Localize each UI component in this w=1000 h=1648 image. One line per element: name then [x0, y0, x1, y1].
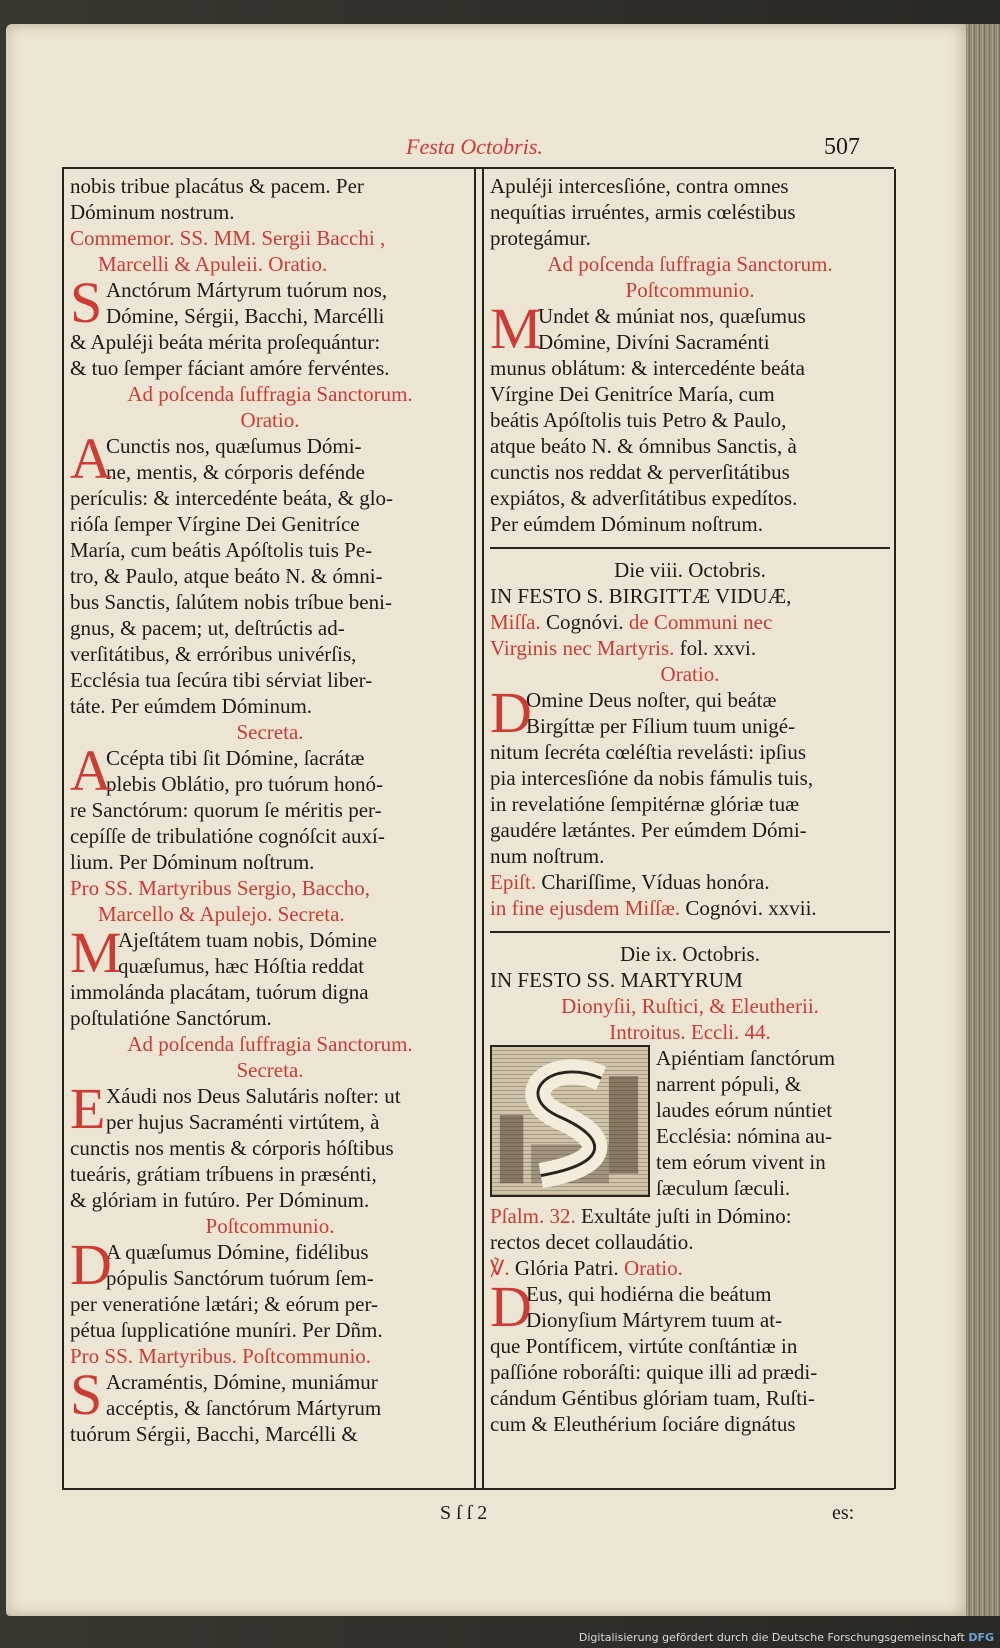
date-heading: Die ix. Octobris. [620, 942, 760, 966]
catchword: es: [832, 1502, 855, 1524]
section-rule [490, 931, 890, 933]
text-line: IN FESTO SS. MARTYRUM [490, 968, 743, 992]
text-line: tro, & Paulo, atque beáto N. & ómni- [70, 564, 383, 588]
drop-capital: S [70, 270, 103, 335]
text-line: poſtulatióne Sanctórum. [70, 1006, 272, 1030]
dfg-logo: DFG [968, 1631, 994, 1644]
text-line: pia intercesſióne da nobis fámulis tuis, [490, 766, 814, 790]
text-line: Dómine, Divíni Sacraménti [538, 330, 770, 354]
text-line: Cunctis nos, quæſumus Dómi- [106, 434, 362, 458]
rubric-text-line [490, 895, 890, 921]
rubric-text-line [490, 609, 890, 635]
text-line: expiátos, & adverſitátibus expedítos. [490, 486, 798, 510]
text-line: plebis Oblátio, pro tuórum honó- [106, 772, 384, 796]
dropcap-paragraph [70, 920, 470, 985]
rubric-span: ℣. [490, 1256, 515, 1280]
text-line: Dionyſium Mártyrem tuum at- [526, 1308, 783, 1332]
text-line: & Apuléji beáta mérita proſequántur: [70, 330, 381, 354]
text-line: re Sanctórum: quorum ſe méritis per- [70, 798, 382, 822]
page-number: 507 [824, 134, 860, 160]
drop-capital: D [70, 1232, 112, 1297]
text-line: pópulis Sanctórum tuórum ſem- [106, 1266, 374, 1290]
text-line: que Pontíficem, virtúte conſtántiæ in [490, 1334, 798, 1358]
text-line: Undet & múniat nos, quæſumus [538, 304, 806, 328]
text-line: Dómine, Sérgii, Bacchi, Marcélli [106, 304, 385, 328]
book-page [6, 24, 970, 1616]
text-line: per veneratióne lætári; & eórum per- [70, 1292, 379, 1316]
text-line: Ajeſtátem tuam nobis, Dómine [118, 928, 377, 952]
drop-capital: D [490, 1274, 532, 1339]
dropcap-paragraph [70, 738, 470, 803]
text-line: protegámur. [490, 226, 591, 250]
right-column-text [490, 173, 890, 1437]
text-line: Ecclésia tua ſecúra tibi sérviat liber- [70, 668, 373, 692]
text-span: Cognóvi. xxvii. [685, 896, 817, 920]
drop-capital: A [70, 738, 112, 803]
rubric-text-line [490, 635, 890, 661]
drop-capital: M [70, 920, 122, 985]
dropcap-paragraph [70, 1362, 470, 1427]
drop-capital: D [490, 680, 532, 745]
text-line: Apiéntiam ſanctórum [656, 1046, 836, 1070]
rubric-span: Virginis nec Martyris. [490, 636, 675, 660]
text-line: quæſumus, hæc Hóſtia reddat [118, 954, 365, 978]
text-line: cándum Géntibus glóriam tuam, Ruſti- [490, 1386, 815, 1410]
rubric-heading: Dionyſii, Ruſtici, & Eleutherii. [561, 994, 819, 1018]
rubric-heading: Ad poſcenda ſuffragia Sanctorum. [127, 1032, 413, 1056]
rubric-span: Epiſt. [490, 870, 542, 894]
text-line: cepíſſe de tribulatióne cognóſcit auxí- [70, 824, 385, 848]
text-line: Per eúmdem Dóminum noſtrum. [490, 512, 763, 536]
text-line: laudes eórum núntiet [656, 1098, 833, 1122]
text-line: beátis Apóſtolis tuis Petro & Paulo, [490, 408, 787, 432]
text-line: perículis: & intercedénte beáta, & glo- [70, 486, 394, 510]
text-span: fol. xxvi. [674, 636, 757, 660]
text-line: tem eórum vivent in [656, 1150, 826, 1174]
running-title: Festa Octobris. [406, 134, 543, 159]
woodcut-text [656, 1045, 890, 1201]
text-line: Eus, qui hodiérna die beátum [526, 1282, 772, 1306]
text-line: ne, mentis, & córporis defénde [106, 460, 365, 484]
woodcut-initial [490, 1045, 650, 1197]
text-line: Anctórum Mártyrum tuórum nos, [106, 278, 388, 302]
rubric-heading: Ad poſcenda ſuffragia Sanctorum. [127, 382, 413, 406]
running-head [6, 134, 970, 164]
rubric-heading: Introitus. Eccli. 44. [609, 1020, 771, 1044]
left-column [62, 169, 476, 1489]
dropcap-paragraph [70, 270, 470, 335]
rubric-heading: Poſtcommunio. [205, 1214, 335, 1238]
funding-note [579, 1631, 994, 1644]
text-line: cum & Eleuthérium ſociáre dignátus [490, 1412, 796, 1436]
text-line: per hujus Sacraménti virtútem, à [106, 1110, 380, 1134]
text-line: munus oblátum: & intercedénte beáta [490, 356, 805, 380]
drop-capital: E [70, 1076, 106, 1141]
text-line: Omine Deus noſter, qui beátæ [526, 688, 777, 712]
text-line: Dóminum nostrum. [70, 200, 235, 224]
drop-capital: S [70, 1362, 103, 1427]
text-line: Vírgine Dei Genitríce María, cum [490, 382, 775, 406]
text-line: atque beáto N. & ómnibus Sanctis, à [490, 434, 797, 458]
text-line: gnus, & pacem; ut, deſtrúctis ad- [70, 616, 345, 640]
text-line: IN FESTO S. BIRGITTÆ VIDUÆ, [490, 584, 792, 608]
rubric-text-line [490, 869, 890, 895]
dropcap-paragraph [490, 680, 890, 745]
rubric-span: Pſalm. 32. [490, 1204, 582, 1228]
text-line: tuórum Sérgii, Bacchi, Marcélli & [70, 1422, 358, 1446]
text-line: immolánda placátam, tuórum digna [70, 980, 369, 1004]
text-line: gaudére lætántes. Per eúmdem Dómi- [490, 818, 807, 842]
text-line: cunctis nos reddat & perverſitátibus [490, 460, 790, 484]
text-line: paſſióne roboráſti: quique illi ad prædi- [490, 1360, 818, 1384]
text-line: Acraméntis, Dómine, muniámur [106, 1370, 378, 1394]
text-line: A quæſumus Dómine, fidélibus [106, 1240, 369, 1264]
text-line: táte. Per eúmdem Dóminum. [70, 694, 313, 718]
rubric-heading: Secreta. [236, 720, 304, 744]
text-line: cunctis nos mentis & córporis hóſtibus [70, 1136, 394, 1160]
text-line: verſitátibus, & erróribus univérſis, [70, 642, 357, 666]
rubric-text-line [490, 1255, 890, 1281]
funding-text: Digitalisierung gefördert durch die Deutsche Forschungsgemeinschaft [578, 1631, 965, 1644]
page-footer [6, 1502, 970, 1532]
text-line: Ccépta tibi ſit Dómine, ſacrátæ [106, 746, 365, 770]
rubric-line: Marcelli & Apuleii. Oratio. [98, 252, 328, 276]
woodcut-initial-block [490, 1045, 890, 1203]
dropcap-paragraph [490, 1274, 890, 1339]
rubric-span: Miſſa. [490, 610, 546, 634]
text-line: nequítias irruéntes, armis cœléstibus [490, 200, 796, 224]
signature-mark: S ſ ſ 2 [440, 1502, 488, 1524]
rubric-span: de Communi nec [623, 610, 773, 634]
text-line: nitum ſecréta cœléſtia revelásti: ipſius [490, 740, 807, 764]
text-line: ſæculum ſæculi. [656, 1176, 791, 1200]
text-line: lium. Per Dóminum noſtrum. [70, 850, 315, 874]
drop-capital: A [70, 426, 112, 491]
dropcap-paragraph [70, 1076, 470, 1141]
text-span: Glória Patri. [514, 1256, 619, 1280]
text-line: & glóriam in futúro. Per Dóminum. [70, 1188, 370, 1212]
text-span: Exultáte juſti in Dómino: [581, 1204, 792, 1228]
text-line: nobis tribue placátus & pacem. Per [70, 174, 364, 198]
rubric-span: in fine ejusdem Miſſæ. [490, 896, 686, 920]
right-column [482, 169, 896, 1489]
rubric-heading: Oratio. [240, 408, 300, 432]
dropcap-paragraph [70, 1232, 470, 1297]
bottom-rule [62, 1488, 894, 1490]
text-line: num noſtrum. [490, 844, 605, 868]
text-line: tueáris, grátiam tríbuens in præsénti, [70, 1162, 377, 1186]
text-line: rectos decet collaudátio. [490, 1230, 694, 1254]
rubric-span: Oratio. [618, 1256, 683, 1280]
rubric-line: Commemor. SS. MM. Sergii Bacchi , [70, 226, 386, 250]
text-span: Chariſſime, Víduas honóra. [541, 870, 770, 894]
rubric-heading: Oratio. [660, 662, 720, 686]
page-edges [966, 24, 1000, 1616]
rubric-heading: Ad poſcenda ſuffragia Sanctorum. [547, 252, 833, 276]
text-span: Cognóvi. [546, 610, 624, 634]
rubric-heading: Secreta. [236, 1058, 304, 1082]
text-line: pétua ſupplicatióne muníri. Per Dñm. [70, 1318, 383, 1342]
text-line: accéptis, & ſanctórum Mártyrum [106, 1396, 382, 1420]
left-column-text [70, 173, 470, 1447]
drop-capital: M [490, 296, 542, 361]
text-line: María, cum beátis Apóſtolis tuis Pe- [70, 538, 373, 562]
text-line: Ecclésia: nómina au- [656, 1124, 833, 1148]
text-line: Xáudi nos Deus Salutáris noſter: ut [106, 1084, 401, 1108]
section-rule [490, 547, 890, 549]
date-heading: Die viii. Octobris. [614, 558, 766, 582]
text-line: Apuléji intercesſióne, contra omnes [490, 174, 789, 198]
rubric-line: Pro SS. Martyribus. Poſtcommunio. [70, 1344, 372, 1368]
rubric-heading: Poſtcommunio. [625, 278, 755, 302]
rubric-line: Pro SS. Martyribus Sergio, Baccho, [70, 876, 371, 900]
text-line: in revelatióne ſempitérnæ glóriæ tuæ [490, 792, 800, 816]
text-line: rióſa ſemper Vírgine Dei Genitríce [70, 512, 360, 536]
text-line: bus Sanctis, ſalútem nobis tríbue beni- [70, 590, 392, 614]
text-line: Birgíttæ per Fílium tuum unigé- [526, 714, 796, 738]
text-line: & tuo ſemper fáciant amóre fervéntes. [70, 356, 390, 380]
rubric-line: Marcello & Apulejo. Secreta. [98, 902, 345, 926]
dropcap-paragraph [490, 296, 890, 361]
text-line: narrent pópuli, & [656, 1072, 802, 1096]
rubric-text-line [490, 1203, 890, 1229]
dropcap-paragraph [70, 426, 470, 491]
